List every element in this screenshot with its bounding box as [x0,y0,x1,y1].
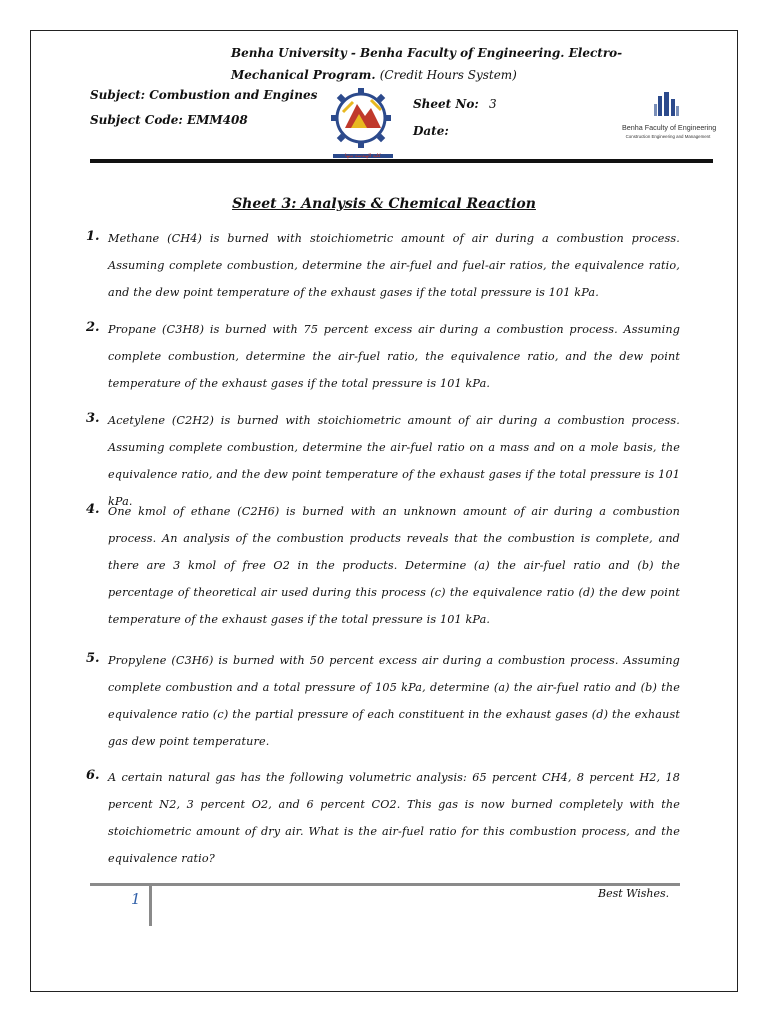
footer-divider [149,884,152,926]
building-icon [622,90,714,120]
footer-rule [90,883,680,886]
sheet-no-value: 3 [488,97,497,111]
problem-number: 6. [86,768,100,783]
problem-number: 3. [86,411,100,426]
problem-text: Acetylene (C2H2) is burned with stoichiometric amount of air during a combustion process. Assuming complete combustion, determine the air-fuel ratio on a mass and on a mole basis, the equivalence ratio, and the dew point temperature of the exhaust gases if the total pressure is 101 kPa. [108,414,680,508]
header-rule [90,159,713,163]
subject-code: Subject Code: EMM408 [90,113,248,127]
sheet-no-label: Sheet No: [413,97,479,111]
problem-number: 5. [86,651,100,666]
problem-text: Propylene (C3H6) is burned with 50 percent excess air during a combustion process. Assuming complete combustion and a total pressure of 105 kPa, determine (a) the air-fuel ratio and (b) the equivalence ratio (c) the partial pressure of each constituent in the exhaust gases (d) the exhaust gas dew point temperature. [108,654,680,748]
hours-system: (Credit Hours System) [379,68,517,82]
subject-label: Subject: Combustion and Engines [90,88,318,102]
problem-item [86,764,680,872]
problem-number: 1. [86,229,100,244]
problem-text: Propane (C3H8) is burned with 75 percent excess air during a combustion process. Assuming complete combustion, determine the air-fuel ratio, the equivalence ratio, and the dew point temperature of the exhaust gases if the total pressure is 101 kPa. [108,323,680,390]
problem-item [86,647,680,755]
problem-number: 4. [86,502,100,517]
best-wishes: Best Wishes. [598,887,670,900]
problem-number: 2. [86,320,100,335]
benha-engineering-logo [622,90,717,148]
problem-item [86,316,680,397]
problem-item [86,498,680,633]
logo-left-caption: كلية الهندسة ببنها [345,153,381,159]
sheet-title-text: Sheet 3: Analysis & Chemical Reaction [232,196,536,212]
faculty-gear-logo [323,82,403,164]
problem-text: A certain natural gas has the following volumetric analysis: 65 percent CH4, 8 percent H2, 18 percent N2, 3 percent O2, and 6 percent CO2. This gas is now burned completely with the stoichiometric amount of dry air. What is the air-fuel ratio for this combustion process, and the equivalence ratio? [108,771,680,865]
university-line-1: Benha University - Benha Faculty of Engineering. Electro- [231,46,623,60]
sheet-number [413,97,497,111]
university-line-2 [231,68,517,82]
program-name: Mechanical Program. [231,68,376,82]
logo-right-line1: Benha Faculty of Engineering [622,123,717,132]
date-label: Date: [413,124,449,138]
logo-right-line2: Construction Engineering and Management [625,134,711,139]
problem-item [86,225,680,306]
problem-text: One kmol of ethane (C2H6) is burned with an unknown amount of air during a combustion process. An analysis of the combustion products reveals that the combustion is complete, and there are 3 kmol of free O2 in the products. Determine (a) the air-fuel ratio and (b) the percentage of theoretical air used during this process (c) the equivalence ratio (d) the dew point temperature of the exhaust gases if the total pressure is 101 kPa. [108,505,680,626]
page-number: 1 [131,890,141,908]
problem-text: Methane (CH4) is burned with stoichiometric amount of air during a combustion process. Assuming complete combustion, determine the air-fuel and fuel-air ratios, the equivalence ratio, and the dew point temperature of the exhaust gases if the total pressure is 101 kPa. [108,232,680,299]
sheet-title [0,196,768,212]
